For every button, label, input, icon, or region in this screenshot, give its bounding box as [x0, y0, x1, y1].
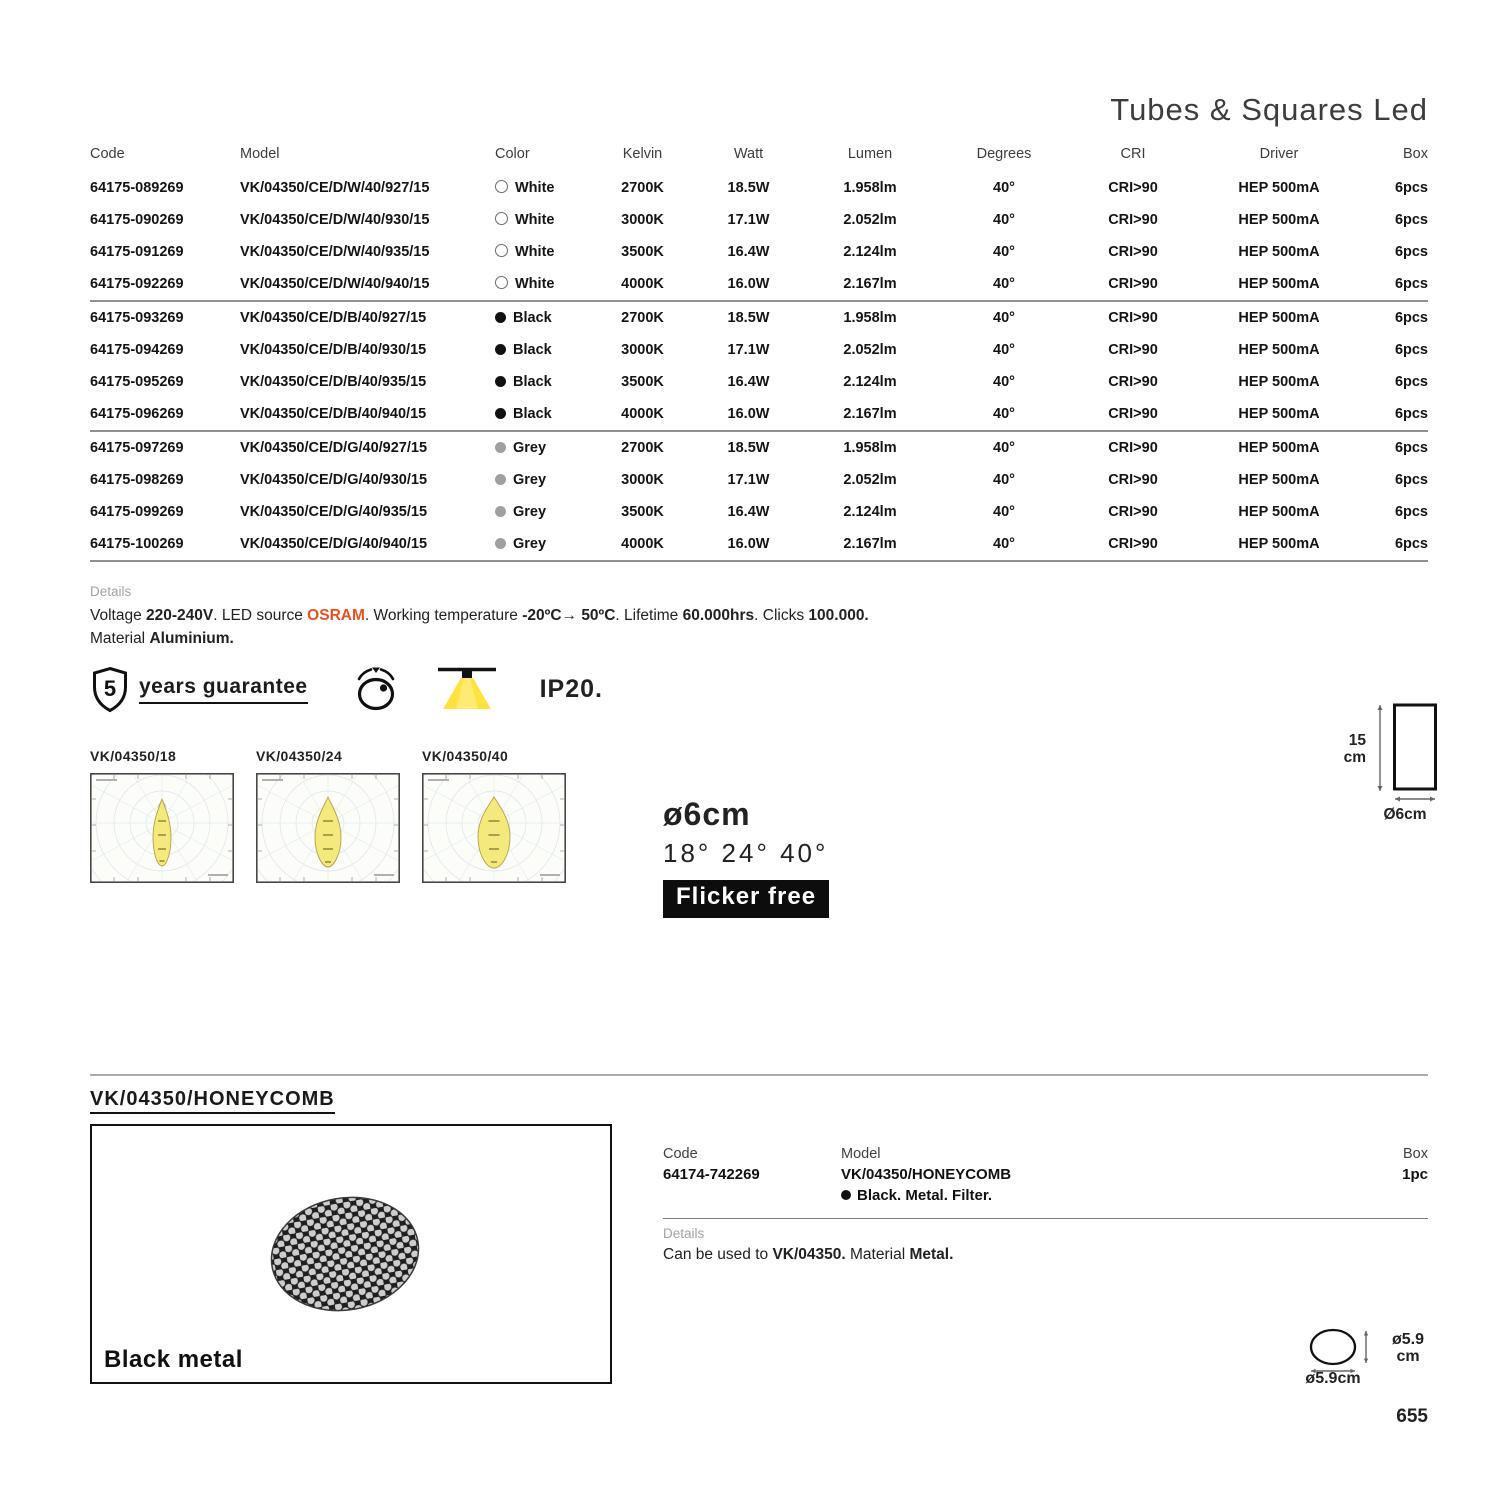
photometric-diagrams: [90, 748, 566, 888]
cell-watt: 18.5W: [727, 180, 770, 196]
tube-outline: [1372, 702, 1444, 806]
black-swatch-icon: [495, 376, 506, 387]
cell-code: 64175-094269: [90, 342, 184, 358]
cell-driver: HEP 500mA: [1196, 528, 1362, 561]
cell-watt: 16.4W: [727, 374, 770, 390]
cell-model: VK/04350/CE/D/W/40/930/15: [240, 212, 430, 228]
cell-kelvin: 3500K: [621, 374, 664, 390]
cell-driver: HEP 500mA: [1238, 374, 1320, 390]
column-header-model: Model: [240, 146, 280, 162]
beam-info: [663, 796, 829, 918]
cell-kelvin: 2700K: [621, 440, 664, 456]
cell-lumen: 2.167lm: [802, 398, 938, 431]
details-line-1: [90, 604, 1140, 627]
table-row: [90, 334, 1428, 366]
table-row: [90, 398, 1428, 431]
cell-box: 6pcs: [1394, 212, 1428, 228]
text-segment: . Clicks: [754, 607, 809, 624]
cell-degrees: 40°: [993, 504, 1015, 520]
cell-model: VK/04350/CE/D/W/40/940/15: [240, 268, 495, 301]
products-table-head: [90, 146, 1428, 172]
ip-rating: IP20.: [539, 674, 603, 703]
cell-watt: 16.4W: [727, 504, 770, 520]
cell-model: VK/04350/CE/D/B/40/930/15: [240, 342, 427, 358]
cell-lumen: 1.958lm: [843, 180, 897, 196]
text-segment: . LED source: [213, 607, 308, 624]
tube-height-unit: cm: [1343, 749, 1366, 766]
diagram-label: VK/04350/40: [422, 748, 509, 764]
cell-cri: CRI>90: [1108, 212, 1158, 228]
white-swatch-icon: [495, 180, 508, 193]
text-segment: Can be used to: [663, 1246, 773, 1263]
cell-kelvin: 3000K: [621, 342, 664, 358]
cell-lumen: 2.052lm: [843, 212, 897, 228]
cell-driver: HEP 500mA: [1238, 440, 1320, 456]
cell-kelvin: 3500K: [621, 504, 664, 520]
text-segment: OSRAM: [307, 607, 365, 624]
tube-diameter-label: Ø6cm: [1383, 806, 1427, 823]
circle-side-dimension: [1385, 1331, 1431, 1365]
cell-model: VK/04350/CE/D/G/40/930/15: [240, 472, 428, 488]
cell-driver: HEP 500mA: [1196, 398, 1362, 431]
cell-lumen: 2.167lm: [802, 528, 938, 561]
cell-color: Grey: [495, 528, 590, 561]
column-header-kelvin: Kelvin: [622, 146, 663, 162]
cell-code: 64175-092269: [90, 268, 240, 301]
cell-kelvin: 2700K: [621, 180, 664, 196]
cell-lumen: 1.958lm: [843, 440, 897, 456]
cell-kelvin: 2700K: [621, 310, 664, 326]
cell-cri: CRI>90: [1108, 440, 1158, 456]
cell-code: 64175-100269: [90, 528, 240, 561]
cell-degrees: 40°: [993, 180, 1015, 196]
cell-lumen: 2.052lm: [843, 342, 897, 358]
cell-model: VK/04350/CE/D/G/40/927/15: [240, 440, 428, 456]
cell-code: 64175-099269: [90, 504, 184, 520]
cell-code: 64175-097269: [90, 440, 184, 456]
cell-cri: CRI>90: [1108, 180, 1158, 196]
cell-color: White: [495, 204, 590, 236]
cell-watt: 16.0W: [695, 268, 802, 301]
products-table: [90, 146, 1428, 562]
cell-code: 64175-098269: [90, 472, 184, 488]
photometric-chart-24: [256, 773, 400, 883]
table-row: [90, 236, 1428, 268]
products-table-body: [90, 172, 1428, 561]
cell-kelvin: 3500K: [621, 244, 664, 260]
honeycomb-title: VK/04350/HONEYCOMB: [90, 1088, 335, 1111]
table-row: [90, 172, 1428, 204]
cell-box: 6pcs: [1394, 244, 1428, 260]
cell-box: 6pcs: [1394, 504, 1428, 520]
details-line-2: [90, 627, 1140, 650]
cell-lumen: 1.958lm: [843, 310, 897, 326]
cell-box: 6pcs: [1394, 440, 1428, 456]
details-heading: Details: [90, 584, 132, 599]
dimmable-icon: [350, 663, 402, 715]
text-segment: Material: [90, 630, 150, 647]
tube-dimension-drawing: [1328, 702, 1444, 838]
cell-cri: CRI>90: [1070, 398, 1196, 431]
cell-watt: 18.5W: [727, 310, 770, 326]
cell-kelvin: 4000K: [590, 528, 695, 561]
cell-color: Black: [495, 301, 590, 334]
table-row: [90, 528, 1428, 561]
guarantee-shield-icon: [90, 666, 130, 713]
cell-kelvin: 4000K: [590, 268, 695, 301]
black-color-dot: [841, 1190, 851, 1200]
section-divider: [90, 1074, 1428, 1076]
cell-model: VK/04350/CE/D/B/40/927/15: [240, 310, 427, 326]
cell-driver: HEP 500mA: [1238, 342, 1320, 358]
feature-badges: [90, 662, 603, 716]
table-row: [90, 204, 1428, 236]
grey-swatch-icon: [495, 474, 506, 485]
circle-side-unit: cm: [1396, 1348, 1420, 1365]
photometric-chart-40: [422, 773, 566, 883]
cell-kelvin: 4000K: [590, 398, 695, 431]
text-segment: . Working temperature: [364, 607, 523, 624]
table-row: [90, 431, 1428, 464]
cell-cri: CRI>90: [1108, 244, 1158, 260]
table-row: [90, 268, 1428, 301]
white-swatch-icon: [495, 244, 508, 257]
honeycomb-filter-image: [92, 1126, 605, 1377]
beam-angles: 18° 24° 40°: [663, 838, 829, 868]
svg-text:5: 5: [103, 675, 117, 701]
diagram-label: VK/04350/18: [90, 748, 177, 764]
black-swatch-icon: [495, 408, 506, 419]
honeycomb-code-label: Code: [663, 1146, 698, 1162]
cell-model: VK/04350/CE/D/G/40/940/15: [240, 528, 495, 561]
cell-color: Grey: [495, 496, 590, 528]
page-number: 655: [1396, 1406, 1428, 1427]
column-header-cri: CRI: [1120, 146, 1146, 162]
honeycomb-box-value: 1pc: [1402, 1166, 1428, 1183]
black-swatch-icon: [495, 344, 506, 355]
cell-cri: CRI>90: [1108, 472, 1158, 488]
photometric-figure-18: [90, 748, 234, 888]
cell-code: 64175-095269: [90, 374, 184, 390]
cell-degrees: 40°: [993, 342, 1015, 358]
table-header-row: [90, 146, 1428, 172]
diagram-label: VK/04350/24: [256, 748, 343, 764]
table-row: [90, 301, 1428, 334]
column-header-color: Color: [495, 146, 530, 162]
cell-watt: 16.0W: [695, 528, 802, 561]
cell-box: 6pcs: [1394, 310, 1428, 326]
cell-watt: 17.1W: [727, 472, 770, 488]
honeycomb-image-frame: [90, 1124, 612, 1384]
text-segment: Metal.: [909, 1246, 954, 1263]
cell-watt: 16.0W: [695, 398, 802, 431]
honeycomb-divider: [663, 1218, 1428, 1219]
cell-lumen: 2.167lm: [802, 268, 938, 301]
cell-model: VK/04350/CE/D/W/40/935/15: [240, 244, 430, 260]
cell-color: Black: [495, 398, 590, 431]
text-segment: . Lifetime: [615, 607, 683, 624]
cell-driver: HEP 500mA: [1238, 472, 1320, 488]
black-swatch-icon: [495, 312, 506, 323]
tube-height-label: [1328, 732, 1366, 766]
cell-cri: CRI>90: [1070, 268, 1196, 301]
photometric-figure-24: [256, 748, 400, 888]
text-segment: -20ºC→ 50ºC: [522, 607, 616, 624]
text-segment: Aluminium.: [149, 630, 234, 647]
cell-degrees: 40°: [993, 212, 1015, 228]
cell-box: 6pcs: [1362, 268, 1428, 301]
honeycomb-code-value: 64174-742269: [663, 1166, 760, 1183]
cell-degrees: 40°: [993, 374, 1015, 390]
details-section: [90, 584, 1140, 650]
white-swatch-icon: [495, 212, 508, 225]
cell-driver: HEP 500mA: [1238, 504, 1320, 520]
cell-model: VK/04350/CE/D/B/40/935/15: [240, 374, 427, 390]
honeycomb-details-heading: Details: [663, 1226, 705, 1241]
cell-code: 64175-093269: [90, 310, 184, 326]
text-segment: 60.000hrs: [682, 607, 755, 624]
page-title: Tubes & Squares Led: [1110, 92, 1428, 127]
text-segment: VK/04350.: [772, 1246, 846, 1263]
cell-degrees: 40°: [993, 472, 1015, 488]
honeycomb-model-value: VK/04350/HONEYCOMB: [841, 1166, 1012, 1183]
column-header-lumen: Lumen: [847, 146, 893, 162]
cell-degrees: 40°: [993, 440, 1015, 456]
column-header-code: Code: [90, 146, 125, 162]
cell-cri: CRI>90: [1108, 310, 1158, 326]
cell-driver: HEP 500mA: [1238, 244, 1320, 260]
honeycomb-caption: Black metal: [104, 1346, 243, 1373]
cell-kelvin: 3000K: [621, 212, 664, 228]
cell-cri: CRI>90: [1070, 528, 1196, 561]
cell-lumen: 2.124lm: [843, 374, 897, 390]
beam-diameter: ø6cm: [663, 796, 751, 832]
cell-lumen: 2.052lm: [843, 472, 897, 488]
cell-kelvin: 3000K: [621, 472, 664, 488]
cell-color: Black: [495, 366, 590, 398]
cell-box: 6pcs: [1394, 472, 1428, 488]
circle-bottom-dimension: ø5.9cm: [1305, 1370, 1361, 1387]
column-header-box: Box: [1403, 146, 1428, 162]
text-segment: Voltage: [90, 607, 147, 624]
cell-degrees: 40°: [938, 268, 1070, 301]
honeycomb-details-text: [663, 1246, 1428, 1264]
circle-side-value: ø5.9: [1391, 1331, 1424, 1348]
table-row: [90, 366, 1428, 398]
cell-code: 64175-096269: [90, 398, 240, 431]
cell-color: White: [495, 172, 590, 204]
photometric-chart-18: [90, 773, 234, 883]
cell-color: White: [495, 268, 590, 301]
cell-watt: 18.5W: [727, 440, 770, 456]
table-row: [90, 496, 1428, 528]
cell-driver: HEP 500mA: [1238, 310, 1320, 326]
cell-color: Grey: [495, 464, 590, 496]
cell-lumen: 2.124lm: [843, 504, 897, 520]
guarantee-label: years guarantee: [139, 675, 308, 704]
cell-code: 64175-091269: [90, 244, 184, 260]
cell-color: Black: [495, 334, 590, 366]
cell-color: Grey: [495, 431, 590, 464]
honeycomb-model-label: Model: [841, 1146, 881, 1162]
cell-cri: CRI>90: [1108, 504, 1158, 520]
cell-box: 6pcs: [1394, 342, 1428, 358]
cell-lumen: 2.124lm: [843, 244, 897, 260]
cell-degrees: 40°: [993, 310, 1015, 326]
tube-height-value: 15: [1348, 732, 1366, 749]
flicker-free-badge: Flicker free: [663, 880, 829, 918]
cell-box: 6pcs: [1394, 374, 1428, 390]
cell-code: 64175-089269: [90, 180, 184, 196]
cell-cri: CRI>90: [1108, 374, 1158, 390]
cell-color: White: [495, 236, 590, 268]
cell-model: VK/04350/CE/D/G/40/935/15: [240, 504, 428, 520]
downlight-icon: [436, 664, 498, 714]
honeycomb-finish: Black. Metal. Filter.: [841, 1187, 1348, 1204]
cell-model: VK/04350/CE/D/B/40/940/15: [240, 398, 495, 431]
cell-driver: HEP 500mA: [1238, 180, 1320, 196]
cell-box: 6pcs: [1394, 180, 1428, 196]
honeycomb-box-label: Box: [1403, 1146, 1428, 1162]
grey-swatch-icon: [495, 538, 506, 549]
grey-swatch-icon: [495, 506, 506, 517]
cell-model: VK/04350/CE/D/W/40/927/15: [240, 180, 430, 196]
cell-driver: HEP 500mA: [1196, 268, 1362, 301]
white-swatch-icon: [495, 276, 508, 289]
honeycomb-info: [663, 1146, 1428, 1264]
text-segment: Material: [845, 1246, 910, 1263]
cell-watt: 17.1W: [727, 342, 770, 358]
text-segment: 220-240V: [146, 607, 214, 624]
cell-watt: 16.4W: [727, 244, 770, 260]
text-segment: 100.000.: [808, 607, 869, 624]
cell-degrees: 40°: [938, 398, 1070, 431]
column-header-driver: Driver: [1259, 146, 1299, 162]
cell-box: 6pcs: [1362, 398, 1428, 431]
grey-swatch-icon: [495, 442, 506, 453]
cell-degrees: 40°: [993, 244, 1015, 260]
cell-driver: HEP 500mA: [1238, 212, 1320, 228]
column-header-watt: Watt: [733, 146, 764, 162]
table-row: [90, 464, 1428, 496]
cell-degrees: 40°: [938, 528, 1070, 561]
cell-box: 6pcs: [1362, 528, 1428, 561]
column-header-degrees: Degrees: [976, 146, 1032, 162]
cell-cri: CRI>90: [1108, 342, 1158, 358]
photometric-figure-40: [422, 748, 566, 888]
cell-watt: 17.1W: [727, 212, 770, 228]
cell-code: 64175-090269: [90, 212, 184, 228]
